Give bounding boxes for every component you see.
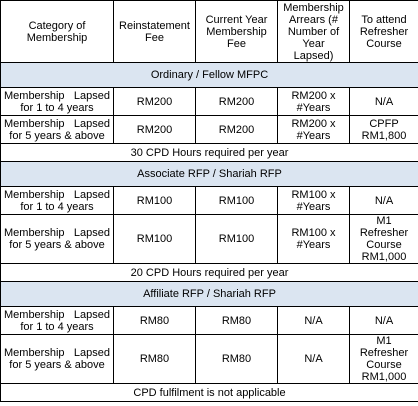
category-line1: Membership Lapsed xyxy=(4,188,110,201)
category-cell xyxy=(1,116,114,144)
arrears-cell: N/A xyxy=(278,335,350,384)
current-year-fee-cell: RM100 xyxy=(196,215,278,264)
section-title: Associate RFP / Shariah RFP xyxy=(1,162,418,187)
header-row xyxy=(1,1,418,63)
category-line2: for 1 to 4 years xyxy=(20,320,94,333)
category-cell xyxy=(1,215,114,264)
current-year-fee-cell: RM80 xyxy=(196,307,278,335)
reinstatement-fee-cell: RM80 xyxy=(114,307,196,335)
section-title: Affiliate RFP / Shariah RFP xyxy=(1,282,418,307)
refresher-cell: CPFP RM1,800 xyxy=(350,116,418,144)
category-line2: for 5 years & above xyxy=(9,359,105,371)
section-header-row xyxy=(1,282,418,307)
header-membership-arrears: Membership Arrears (# Number of Year Lapsed) xyxy=(278,1,350,63)
table-row xyxy=(1,88,418,116)
table-row xyxy=(1,307,418,335)
reinstatement-fee-cell: RM80 xyxy=(114,335,196,384)
refresher-cell: M1 Refresher Course RM1,000 xyxy=(350,335,418,384)
section-header-row xyxy=(1,162,418,187)
cpd-note: 30 CPD Hours required per year xyxy=(1,144,418,162)
reinstatement-fee-cell: RM200 xyxy=(114,116,196,144)
table-row xyxy=(1,187,418,215)
cpd-note: 20 CPD Hours required per year xyxy=(1,264,418,282)
category-line2: for 5 years & above xyxy=(9,239,105,251)
note-row xyxy=(1,384,418,402)
table-row xyxy=(1,116,418,144)
table-row xyxy=(1,335,418,384)
category-line2: for 1 to 4 years xyxy=(20,200,94,213)
current-year-fee-cell: RM100 xyxy=(196,187,278,215)
arrears-cell: RM200 x #Years xyxy=(278,88,350,116)
category-cell xyxy=(1,335,114,384)
category-line2: for 5 years & above xyxy=(9,129,105,142)
category-line1: Membership Lapsed xyxy=(4,308,110,321)
category-cell xyxy=(1,88,114,116)
header-category: Category of Membership xyxy=(1,1,114,63)
section-title: Ordinary / Fellow MFPC xyxy=(1,63,418,88)
current-year-fee-cell: RM200 xyxy=(196,88,278,116)
refresher-cell: N/A xyxy=(350,307,418,335)
reinstatement-fee-cell: RM100 xyxy=(114,215,196,264)
category-line1: Membership Lapsed xyxy=(4,347,110,359)
header-reinstatement-fee: Reinstatement Fee xyxy=(114,1,196,63)
category-line1: Membership Lapsed xyxy=(4,117,110,130)
category-line1: Membership Lapsed xyxy=(4,227,110,239)
category-cell xyxy=(1,307,114,335)
reinstatement-fee-cell: RM200 xyxy=(114,88,196,116)
cpd-note: CPD fulfilment is not applicable xyxy=(1,384,418,402)
category-line1: Membership Lapsed xyxy=(4,89,110,102)
refresher-cell: N/A xyxy=(350,187,418,215)
current-year-fee-cell: RM80 xyxy=(196,335,278,384)
arrears-cell: RM100 x #Years xyxy=(278,215,350,264)
arrears-cell: RM100 x #Years xyxy=(278,187,350,215)
current-year-fee-cell: RM200 xyxy=(196,116,278,144)
refresher-cell: M1 Refresher Course RM1,000 xyxy=(350,215,418,264)
section-header-row xyxy=(1,63,418,88)
note-row xyxy=(1,144,418,162)
note-row xyxy=(1,264,418,282)
refresher-cell: N/A xyxy=(350,88,418,116)
table-row xyxy=(1,215,418,264)
header-refresher-course: To attend Refresher Course xyxy=(350,1,418,63)
category-line2: for 1 to 4 years xyxy=(20,101,94,114)
reinstatement-fee-cell: RM100 xyxy=(114,187,196,215)
category-cell xyxy=(1,187,114,215)
arrears-cell: RM200 x #Years xyxy=(278,116,350,144)
header-current-year-fee: Current Year Membership Fee xyxy=(196,1,278,63)
arrears-cell: N/A xyxy=(278,307,350,335)
